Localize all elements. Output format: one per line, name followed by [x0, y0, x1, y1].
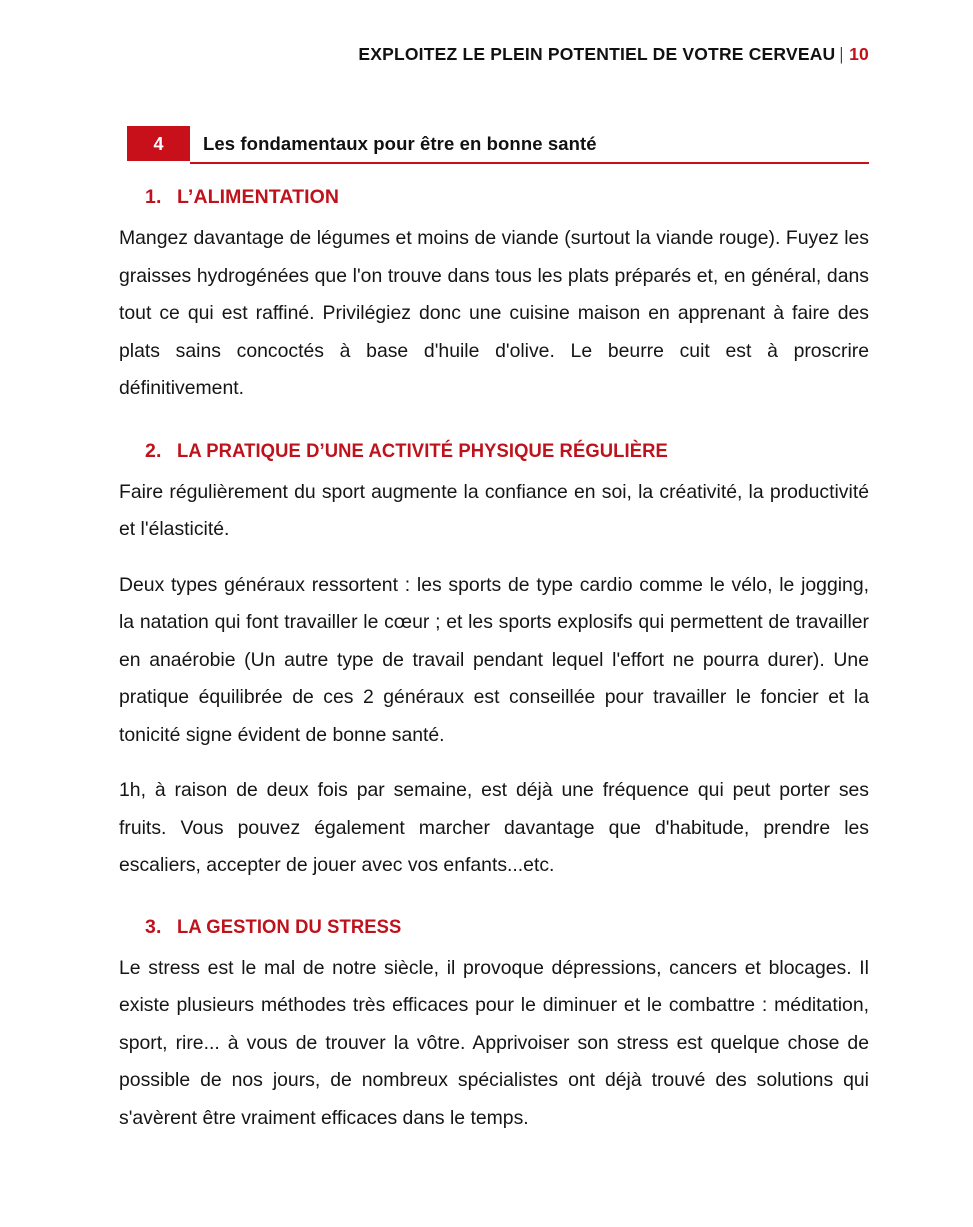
chapter-number-badge: 4	[127, 126, 190, 161]
section-number-1: 1.	[145, 186, 162, 208]
section-number-2: 2.	[145, 439, 162, 462]
section-2-paragraph-3: 1h, à raison de deux fois par semaine, est déjà une fréquence qui peut porter ses fruits. Vous pouvez également marcher davantage que d'habitude, prendre les escaliers, accepter de jouer avec vos enfants...etc.	[119, 779, 869, 876]
running-header	[119, 44, 869, 65]
section-title-2: LA PRATIQUE D’UNE ACTIVITÉ PHYSIQUE RÉGULIÈRE	[177, 439, 668, 462]
section-spacer	[119, 903, 869, 916]
section-2-paragraph-1: Faire régulièrement du sport augmente la confiance en soi, la créativité, la productivité et l'élasticité.	[119, 480, 869, 540]
section-title-3: LA GESTION DU STRESS	[177, 915, 402, 938]
chapter-title: Les fondamentaux pour être en bonne santé	[203, 132, 597, 154]
section-spacer	[119, 426, 869, 440]
header-separator: |	[840, 44, 844, 64]
section-2-paragraph-2: Deux types généraux ressortent : les sports de type cardio comme le vélo, le jogging, la natation qui font travailler le cœur ; et les sports explosifs qui permettent de travailler en anaérobie (Un autre type de travail pendant lequel l'effort ne pourra durer). Une pratique équilibrée de ces 2 généraux est conseillée pour travailler le foncier et la tonicité signe évident de bonne santé.	[119, 573, 869, 746]
section-title-1: L’ALIMENTATION	[177, 186, 340, 208]
section-3-paragraph-1: Le stress est le mal de notre siècle, il provoque dépressions, cancers et blocages. Il existe plusieurs méthodes très efficaces pour le diminuer et le combattre : méditation, sport, rire... à vous de trouver la vôtre. Apprivoiser son stress est quelque chose de possible de nos jours, de nombreux spécialistes ont déjà trouvé des solutions qui s'avèrent être vraiment efficaces dans le temps.	[119, 956, 869, 1129]
page-content	[119, 186, 869, 1137]
section-heading-3	[119, 916, 869, 939]
chapter-underline-rule	[190, 162, 869, 164]
section-heading-2	[119, 440, 869, 463]
section-heading-1	[119, 186, 869, 209]
header-page-number: 10	[849, 44, 869, 64]
section-1-paragraph-1: Mangez davantage de légumes et moins de viande (surtout la viande rouge). Fuyez les graisses hydrogénées que l'on trouve dans tous les plats préparés et, en général, dans tout ce qui est raffiné. Privilégiez donc une cuisine maison en apprenant à faire des plats sains concoctés à base d'huile d'olive. Le beurre cuit est à proscrire définitivement.	[119, 227, 869, 399]
section-number-3: 3.	[145, 915, 162, 938]
header-book-title: EXPLOITEZ LE PLEIN POTENTIEL DE VOTRE CERVEAU	[358, 44, 836, 64]
chapter-bar	[127, 126, 869, 166]
